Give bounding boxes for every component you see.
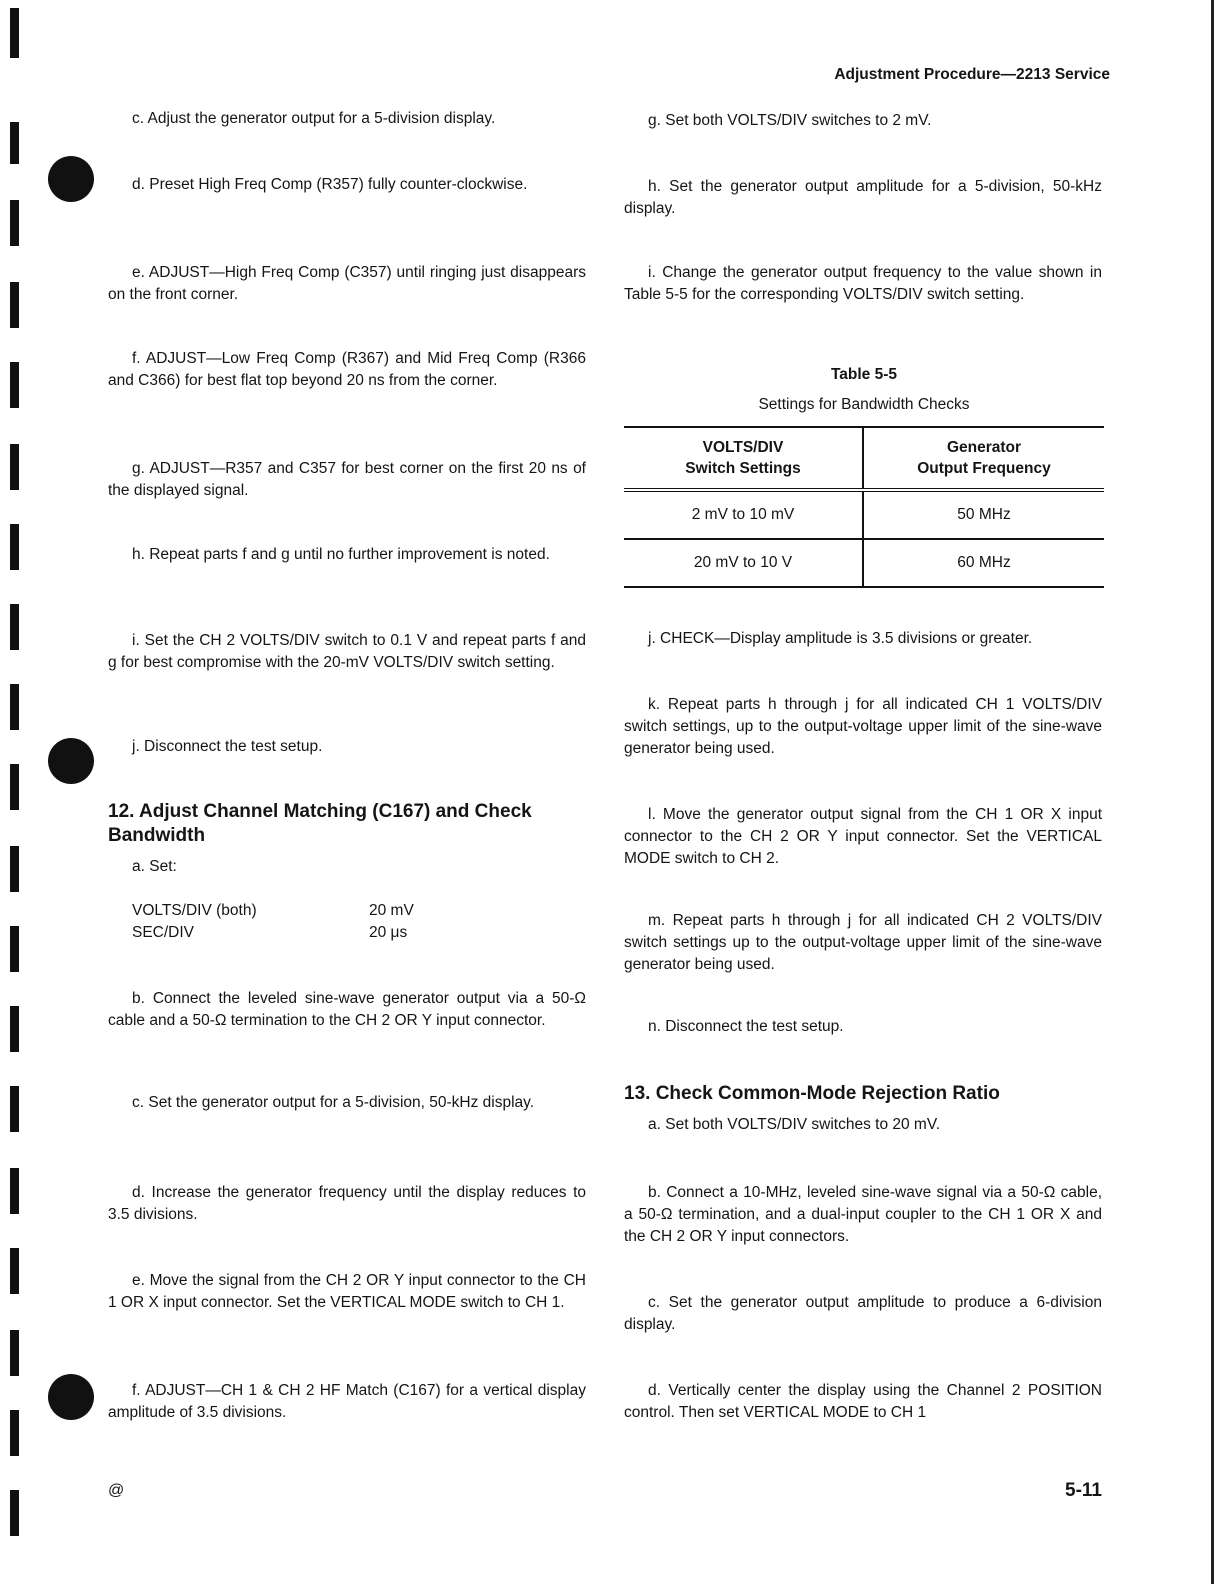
step-j-right: j. CHECK—Display amplitude is 3.5 divisions or greater. — [648, 630, 1033, 647]
table-cell-frequency: 60 MHz — [863, 539, 1104, 587]
binder-mark — [10, 1410, 19, 1456]
binder-mark — [10, 846, 19, 892]
step-13a: a. Set both VOLTS/DIV switches to 20 mV. — [648, 1116, 941, 1133]
setting-value: 20 μs — [369, 924, 408, 941]
table-cell-frequency: 50 MHz — [863, 490, 1104, 539]
step-f: f. ADJUST—Low Freq Comp (R367) and Mid Freq Comp (R366 and C366) for best flat top beyond 20 ns from the corner. — [108, 350, 586, 389]
step-12f: f. ADJUST—CH 1 & CH 2 HF Match (C167) for a vertical display amplitude of 3.5 divisions. — [108, 1382, 586, 1421]
binder-mark — [10, 282, 19, 328]
binder-mark — [10, 684, 19, 730]
setting-value: 20 mV — [369, 902, 414, 919]
step-g-right: g. Set both VOLTS/DIV switches to 2 mV. — [648, 112, 932, 129]
page-number: 5-11 — [1065, 1480, 1102, 1501]
step-k-right: k. Repeat parts h through j for all indicated CH 1 VOLTS/DIV switch settings, up to the output-voltage upper limit of the sine-wave generator being used. — [624, 696, 1102, 757]
binder-mark — [10, 8, 19, 58]
step-d: d. Preset High Freq Comp (R357) fully counter-clockwise. — [132, 176, 528, 193]
binder-mark — [10, 122, 19, 164]
step-12b: b. Connect the leveled sine-wave generator output via a 50-Ω cable and a 50-Ω termination to the CH 2 OR Y input connector. — [108, 990, 586, 1029]
step-n-right: n. Disconnect the test setup. — [648, 1018, 844, 1035]
table-title: Settings for Bandwidth Checks — [758, 396, 970, 413]
binder-mark — [10, 444, 19, 490]
binder-mark — [10, 1330, 19, 1376]
binder-mark — [10, 764, 19, 810]
setting-name: VOLTS/DIV (both) — [132, 902, 257, 919]
step-i: i. Set the CH 2 VOLTS/DIV switch to 0.1 V and repeat parts f and g for best compromise with the 20-mV VOLTS/DIV switch setting. — [108, 632, 586, 671]
step-l-right: l. Move the generator output signal from the CH 1 OR X input connector to the CH 2 OR Y input connector. Set the VERTICAL MODE switch to CH 2. — [624, 806, 1102, 867]
binder-mark — [10, 524, 19, 570]
table-row — [624, 539, 1104, 587]
binder-mark — [10, 1006, 19, 1052]
step-h-right: h. Set the generator output amplitude for a 5-division, 50-kHz display. — [624, 178, 1102, 217]
step-12a: a. Set: — [132, 858, 177, 875]
binder-mark — [10, 200, 19, 246]
step-j: j. Disconnect the test setup. — [132, 738, 323, 755]
step-12d: d. Increase the generator frequency until the display reduces to 3.5 divisions. — [108, 1184, 586, 1223]
binder-mark — [10, 604, 19, 650]
step-g: g. ADJUST—R357 and C357 for best corner on the first 20 ns of the displayed signal. — [108, 460, 586, 499]
table-header-volts: VOLTS/DIV Switch Settings — [624, 427, 863, 490]
page-edge — [1211, 0, 1214, 1584]
setting-name: SEC/DIV — [132, 924, 195, 941]
step-13c: c. Set the generator output amplitude to produce a 6-division display. — [624, 1294, 1102, 1333]
table-cell-setting: 20 mV to 10 V — [624, 539, 863, 587]
table-header-frequency: Generator Output Frequency — [863, 427, 1104, 490]
binder-mark — [10, 1248, 19, 1294]
step-12c: c. Set the generator output for a 5-division, 50-kHz display. — [132, 1094, 535, 1111]
section-13-heading: 13. Check Common-Mode Rejection Ratio — [624, 1083, 1000, 1104]
step-12e: e. Move the signal from the CH 2 OR Y input connector to the CH 1 OR X input connector. Set the VERTICAL MODE switch to CH 1. — [108, 1272, 586, 1311]
step-13d: d. Vertically center the display using the Channel 2 POSITION control. Then set VERTICAL MODE to CH 1 — [624, 1382, 1102, 1421]
binder-mark — [10, 926, 19, 972]
binder-mark — [10, 1086, 19, 1132]
table-number: Table 5-5 — [830, 366, 898, 383]
step-i-right: i. Change the generator output frequency to the value shown in Table 5-5 for the corresponding VOLTS/DIV switch setting. — [624, 264, 1102, 303]
punch-hole — [48, 1374, 94, 1420]
running-header: Adjustment Procedure—2213 Service — [834, 66, 1110, 83]
bandwidth-table — [624, 426, 1104, 588]
binder-mark — [10, 362, 19, 408]
step-m-right: m. Repeat parts h through j for all indicated CH 2 VOLTS/DIV switch settings up to the output-voltage upper limit of the sine-wave generator being used. — [624, 912, 1102, 973]
footer-mark: @ — [108, 1482, 125, 1499]
table-cell-setting: 2 mV to 10 mV — [624, 490, 863, 539]
section-12-heading: 12. Adjust Channel Matching (C167) and Check Bandwidth — [108, 801, 532, 846]
step-c: c. Adjust the generator output for a 5-division display. — [132, 110, 496, 127]
binder-mark — [10, 1168, 19, 1214]
binder-mark — [10, 1490, 19, 1536]
step-e: e. ADJUST—High Freq Comp (C357) until ringing just disappears on the front corner. — [108, 264, 586, 303]
table-row — [624, 490, 1104, 539]
punch-hole — [48, 156, 94, 202]
step-13b: b. Connect a 10-MHz, leveled sine-wave signal via a 50-Ω cable, a 50-Ω termination, and a dual-input coupler to the CH 1 OR X and the CH 2 OR Y input connectors. — [624, 1184, 1102, 1245]
punch-hole — [48, 738, 94, 784]
step-h: h. Repeat parts f and g until no further improvement is noted. — [132, 546, 550, 563]
